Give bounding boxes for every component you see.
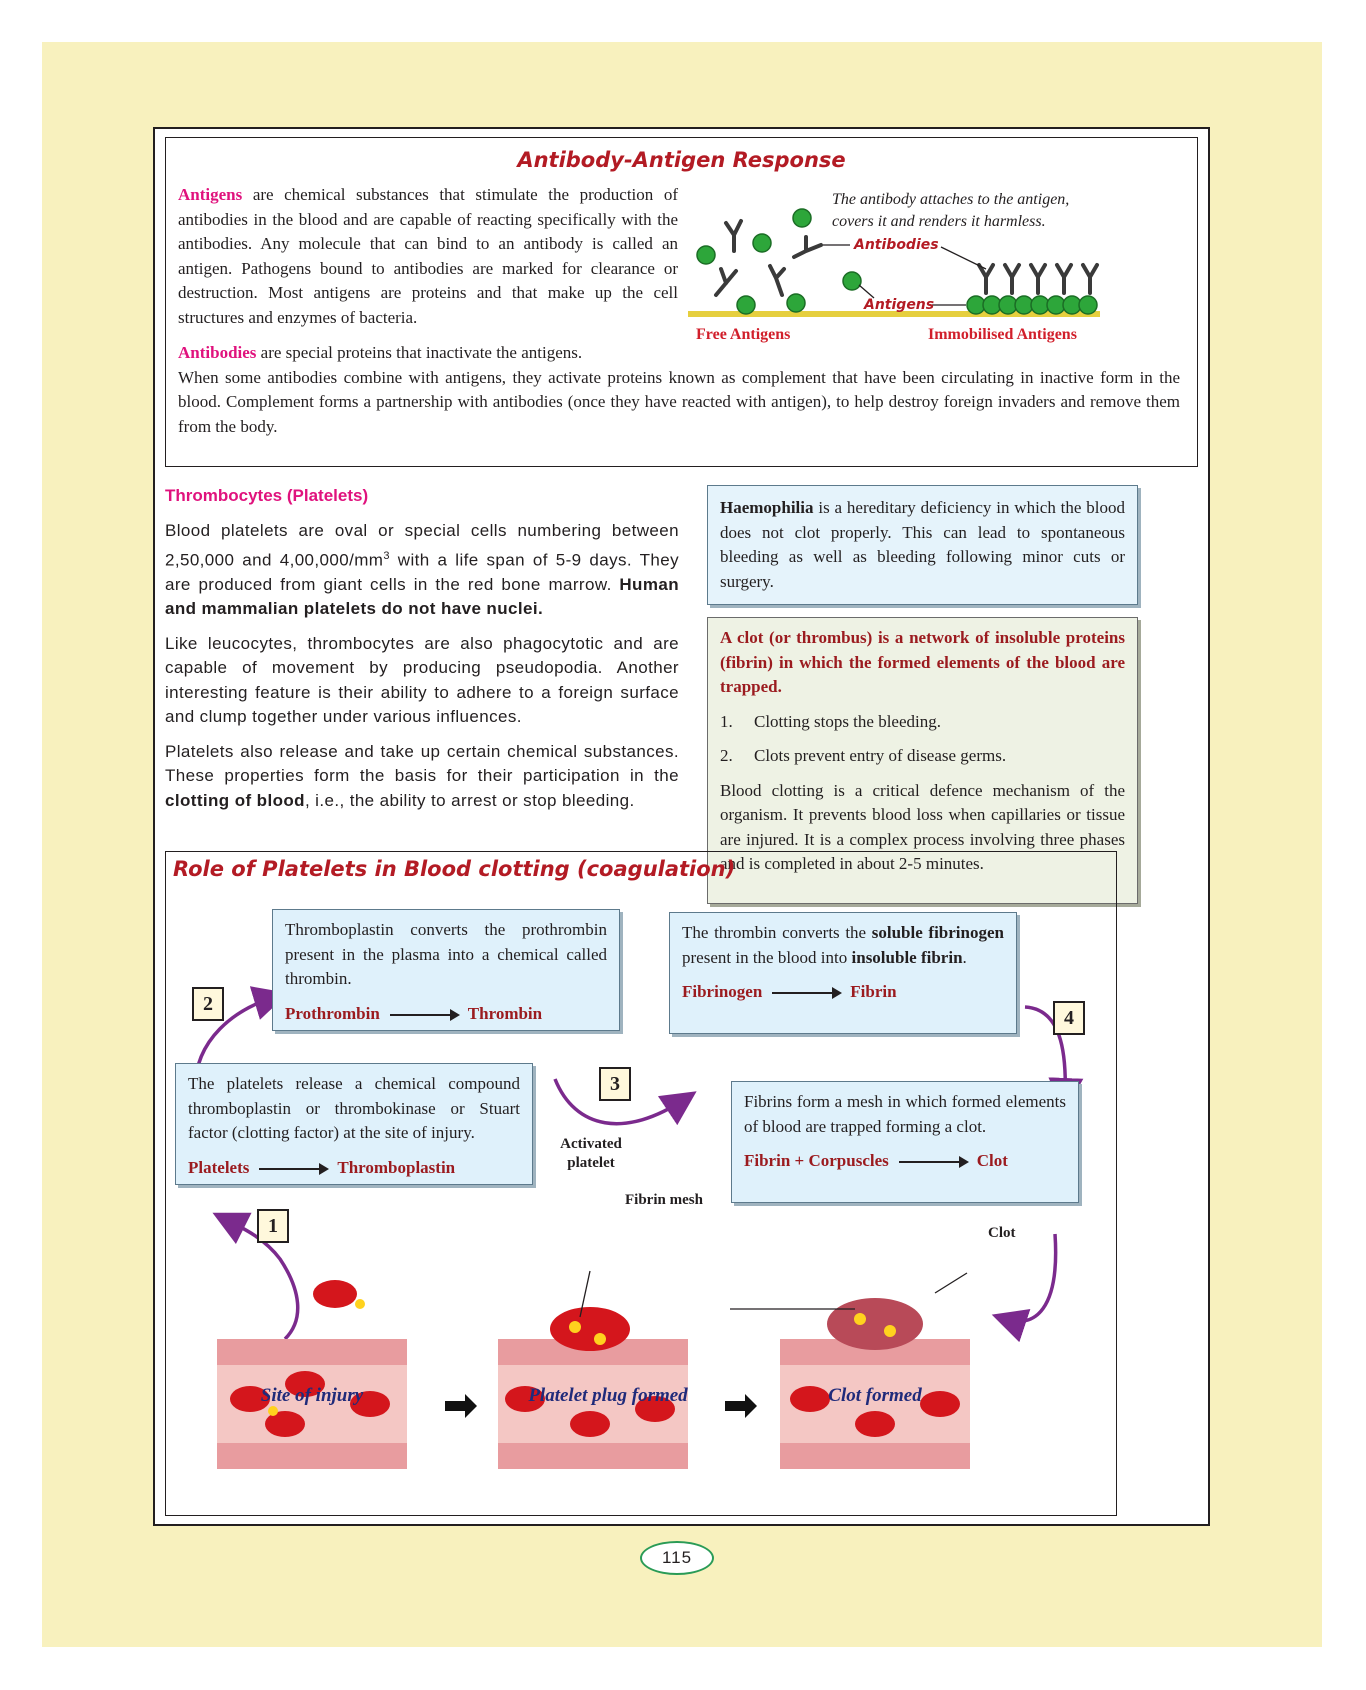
thrombin-text-c: . (962, 947, 967, 967)
antigens-paragraph (178, 183, 678, 330)
thrombocytes-text (165, 519, 679, 813)
clot-label: Clot (988, 1225, 1016, 1241)
haemophilia-box (707, 485, 1138, 605)
caption-platelet-plug: Platelet plug formed (528, 1385, 688, 1406)
fibrin-mesh-text: Fibrins form a mesh in which formed elements of blood are trapped forming a clot. (744, 1092, 1066, 1136)
step-2-badge: 2 (192, 987, 224, 1021)
reaction-thrombin: Thrombin (467, 1003, 543, 1023)
platelets-release-box (175, 1063, 533, 1185)
reaction-arrow-icon (259, 1168, 327, 1170)
reaction-clot: Clot (976, 1151, 1008, 1170)
textbook-page (153, 127, 1210, 1526)
thrombocytes-para-2: Like leucocytes, thrombocytes are also phagocytotic and are capable of movement by producing pseudopodia. Another interesting feature is their ability to adhere to a foreign surface and clump together under various influences. (165, 633, 679, 727)
platelets-release-text: The platelets release a chemical compound thromboplastin or thrombokinase or Stuart factor (clotting factor) at the site of injury. (188, 1074, 520, 1142)
thrombin-box (669, 912, 1017, 1034)
antigens-text: are chemical substances that stimulate the production of antibodies in the blood and are capable of reacting specifically with the antibodies. Any molecule that can bind to an antibody is called an antigen. Pathogens bound to antibodies are marked for clearance or destruction. Most antigens are proteins and that make up the cell structures and enzymes of bacteria. (178, 185, 678, 327)
thrombin-text-a: The thrombin converts the (682, 923, 872, 942)
clot-item-1 (720, 710, 1125, 735)
thrombin-text-b: present in the blood into (682, 947, 852, 967)
step-1-badge: 1 (257, 1209, 289, 1243)
para1-bold: Human and mammalian platelets do not have nuclei. (165, 574, 679, 619)
haemophilia-text: is a hereditary deficiency in which the blood does not clot properly. This can lead to spontaneous bleeding as well as bleeding following minor cuts or surgery. (720, 498, 1126, 591)
reaction-arrow-icon (772, 992, 840, 994)
para1-text-a: Blood platelets are oval or special cells numbering between 2,50,000 and 4,00,000/mm (165, 521, 679, 570)
activated-platelet-label: Activated platelet (560, 1136, 622, 1171)
thrombocytes-para-3 (165, 740, 679, 814)
clot-item-2-text: Clots prevent entry of disease germs. (754, 746, 1007, 765)
thrombin-box-text (682, 921, 1004, 970)
antibodies-text-2: When some antibodies combine with antigens, they activate proteins known as complement that have been circulating in inactive form in the blood. Complement forms a partnership with antibodies (once they have reacted with antigen), to help destroy foreign invaders and remove them from the body. (178, 367, 1180, 436)
immobilised-antigens-label: Immobilised Antigens (928, 326, 1077, 343)
antibody-section-title: Antibody-Antigen Response (517, 148, 846, 172)
antibodies-paragraph (178, 341, 1180, 439)
thrombin-reaction (682, 980, 1004, 1005)
clot-item-1-number: 1. (720, 711, 733, 731)
reaction-fibrinogen: Fibrinogen (682, 982, 763, 1001)
haemophilia-term: Haemophilia (720, 498, 814, 517)
thromboplastin-box-text: Thromboplastin converts the prothrombin present in the plasma into a chemical called thrombin. (285, 920, 607, 988)
para3-text-a: Platelets also release and take up certain chemical substances. These properties form the basis for their participation in the (165, 741, 679, 786)
para3-bold: clotting of blood (165, 790, 305, 810)
fibrin-mesh-label: Fibrin mesh (625, 1192, 703, 1208)
page-number: 115 (640, 1541, 714, 1575)
antigens-label: Antigens (864, 297, 935, 313)
thrombin-bold-2: insoluble fibrin (851, 947, 963, 967)
vessel-clot-formed (780, 1298, 970, 1469)
platelets-reaction (188, 1156, 520, 1181)
fibrin-reaction (744, 1149, 1066, 1174)
caption-site-of-injury: Site of injury (260, 1385, 364, 1406)
antibody-figure (686, 183, 1106, 358)
reaction-fibrin: Fibrin (850, 982, 897, 1001)
reaction-arrow-icon (899, 1161, 967, 1163)
thromboplastin-box (272, 909, 620, 1031)
reaction-thromboplastin: Thromboplastin (337, 1157, 456, 1177)
para1-superscript: 3 (383, 549, 390, 562)
thrombocytes-para-1 (165, 519, 679, 622)
reaction-fibrin-corpuscles: Fibrin + Corpuscles (744, 1151, 889, 1170)
clot-definition: A clot (or thrombus) is a network of insoluble proteins (fibrin) in which the formed elements of the blood are trapped. (720, 628, 1125, 696)
para1-text-b: with a life span of 5-9 days. They are produced from giant cells in the red bone marrow. (165, 550, 679, 594)
clot-item-2 (720, 744, 1125, 769)
free-antigens-label: Free Antigens (696, 326, 791, 343)
antigens-term: Antigens (178, 185, 243, 204)
antibodies-text-1: are special proteins that inactivate the antigens. (260, 343, 583, 362)
clot-closing: Blood clotting is a critical defence mechanism of the organism. It prevents blood loss when capillaries or tissue are injured. It is a complex process involving three phases and is completed in about 2-5 minutes. (720, 780, 1125, 873)
clotting-figure-title: Role of Platelets in Blood clotting (coagulation) (173, 857, 736, 881)
antibodies-label: Antibodies (854, 237, 939, 253)
antibodies-line-1 (178, 341, 1180, 366)
reaction-prothrombin: Prothrombin (285, 1003, 380, 1023)
clot-item-1-text: Clotting stops the bleeding. (754, 711, 941, 731)
thrombocytes-heading: Thrombocytes (Platelets) (165, 486, 369, 505)
step-4-badge: 4 (1053, 1001, 1085, 1035)
vessel-site-of-injury (217, 1280, 407, 1469)
fibrin-mesh-box (731, 1081, 1079, 1203)
reaction-arrow-icon (390, 1014, 458, 1016)
caption-clot-formed: Clot formed (828, 1385, 922, 1406)
step-3-badge: 3 (599, 1067, 631, 1101)
antibodies-term: Antibodies (178, 343, 257, 362)
clot-item-2-number: 2. (720, 746, 733, 765)
reaction-platelets: Platelets (188, 1157, 250, 1177)
antibody-figure-caption: The antibody attaches to the antigen, covers it and renders it harmless. (832, 191, 1070, 230)
thromboplastin-reaction (285, 1002, 607, 1027)
para3-text-b: , i.e., the ability to arrest or stop bleeding. (304, 790, 635, 810)
antibody-antigen-box (165, 137, 1198, 467)
thrombin-bold-1: soluble fibrinogen (871, 923, 1004, 942)
